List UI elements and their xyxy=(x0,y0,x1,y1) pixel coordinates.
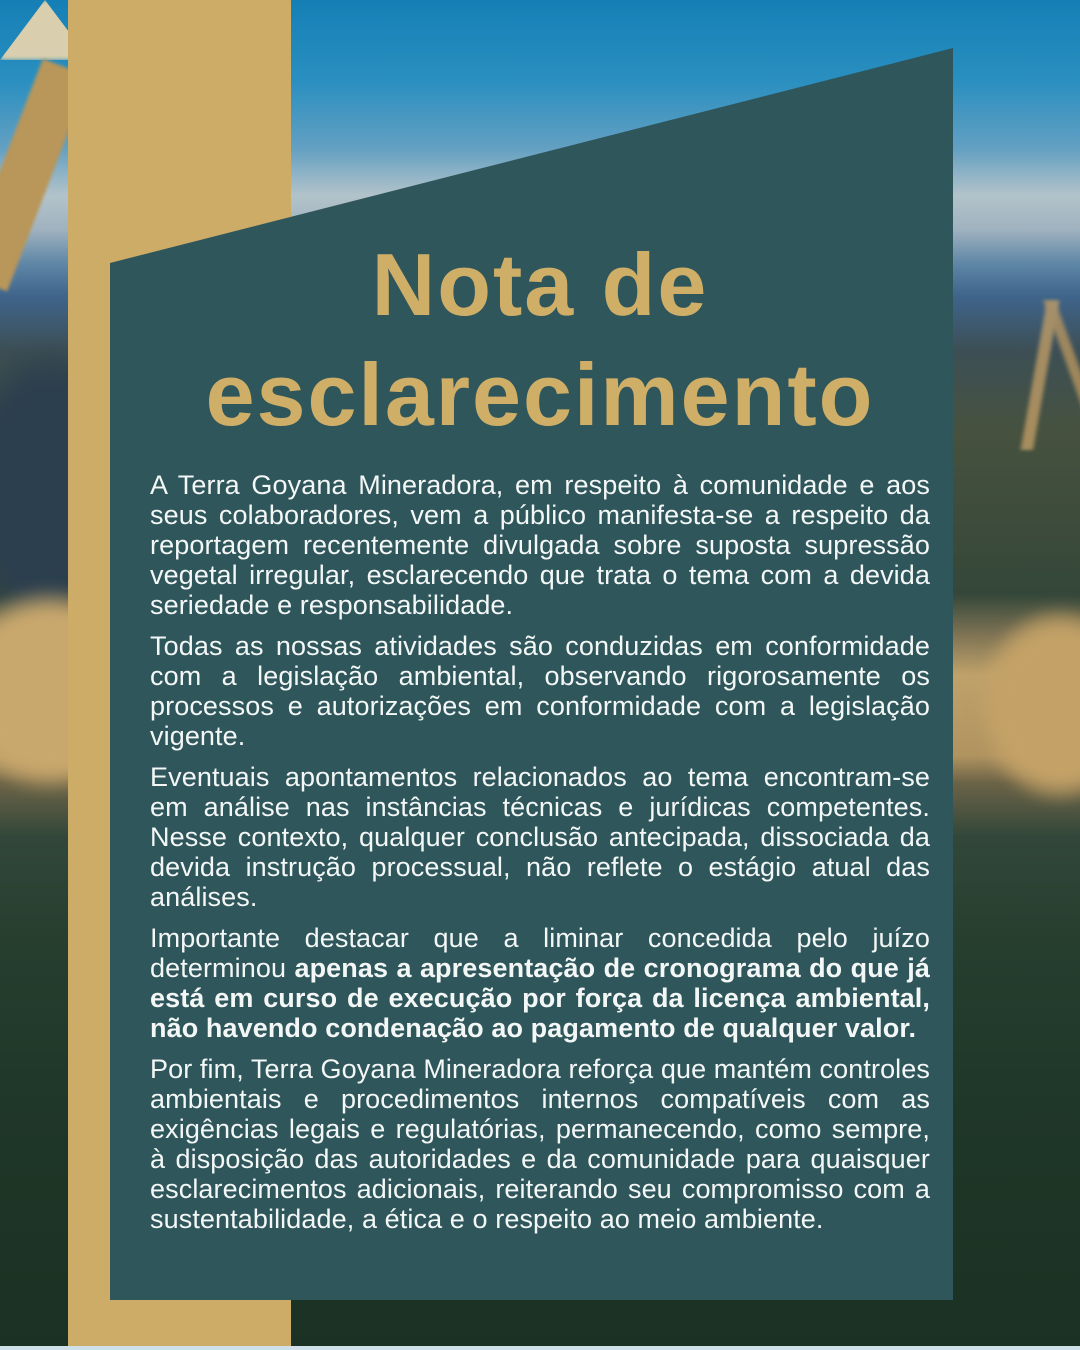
paragraph-analysis: Eventuais apontamentos relacionados ao tema encontram-se em análise nas instâncias técnicas e jurídicas competentes. Nesse contexto, qualquer conclusão antecipada, dissociada da devida instrução processual, não reflete o estágio atual das análises. xyxy=(150,762,930,912)
title-line-2: esclarecimento xyxy=(205,345,875,444)
paragraph-injunction xyxy=(150,923,930,1043)
photo-sand-pit-right xyxy=(980,610,1080,800)
paragraph-compliance: Todas as nossas atividades são conduzidas em conformidade com a legislação ambiental, observando rigorosamente os processos e autorizações em conformidade com a legislação vigente. xyxy=(150,631,930,751)
statement-content xyxy=(150,230,930,1234)
paragraph-closing: Por fim, Terra Goyana Mineradora reforça que mantém controles ambientais e procedimentos internos compatíveis com as exigências legais e regulatórias, permanecendo, como sempre, à disposição das autoridades e da comunidade para quaisquer esclarecimentos adicionais, reiterando seu compromisso com a sustentabilidade, a ética e o respeito ao meio ambiente. xyxy=(150,1054,930,1234)
paragraph-injunction-lead: Importante destacar que a liminar concedida pelo juízo determinou xyxy=(150,923,930,983)
paragraph-injunction-emphasis: apenas a apresentação de cronograma do que já está em curso de execução por força da licença ambiental, não havendo condenação ao pagamento de qualquer valor. xyxy=(150,953,930,1043)
title-line-1: Nota de xyxy=(371,235,709,334)
photo-hill-roads xyxy=(950,300,1080,450)
statement-body xyxy=(150,470,930,1234)
photo-bottom-edge xyxy=(0,1346,1080,1350)
page-title xyxy=(150,230,930,450)
paragraph-intro: A Terra Goyana Mineradora, em respeito à comunidade e aos seus colaboradores, vem a público manifesta-se a respeito da reportagem recentemente divulgada sobre suposta supressão vegetal irregular, esclarecendo que trata o tema com a devida seriedade e responsabilidade. xyxy=(150,470,930,620)
